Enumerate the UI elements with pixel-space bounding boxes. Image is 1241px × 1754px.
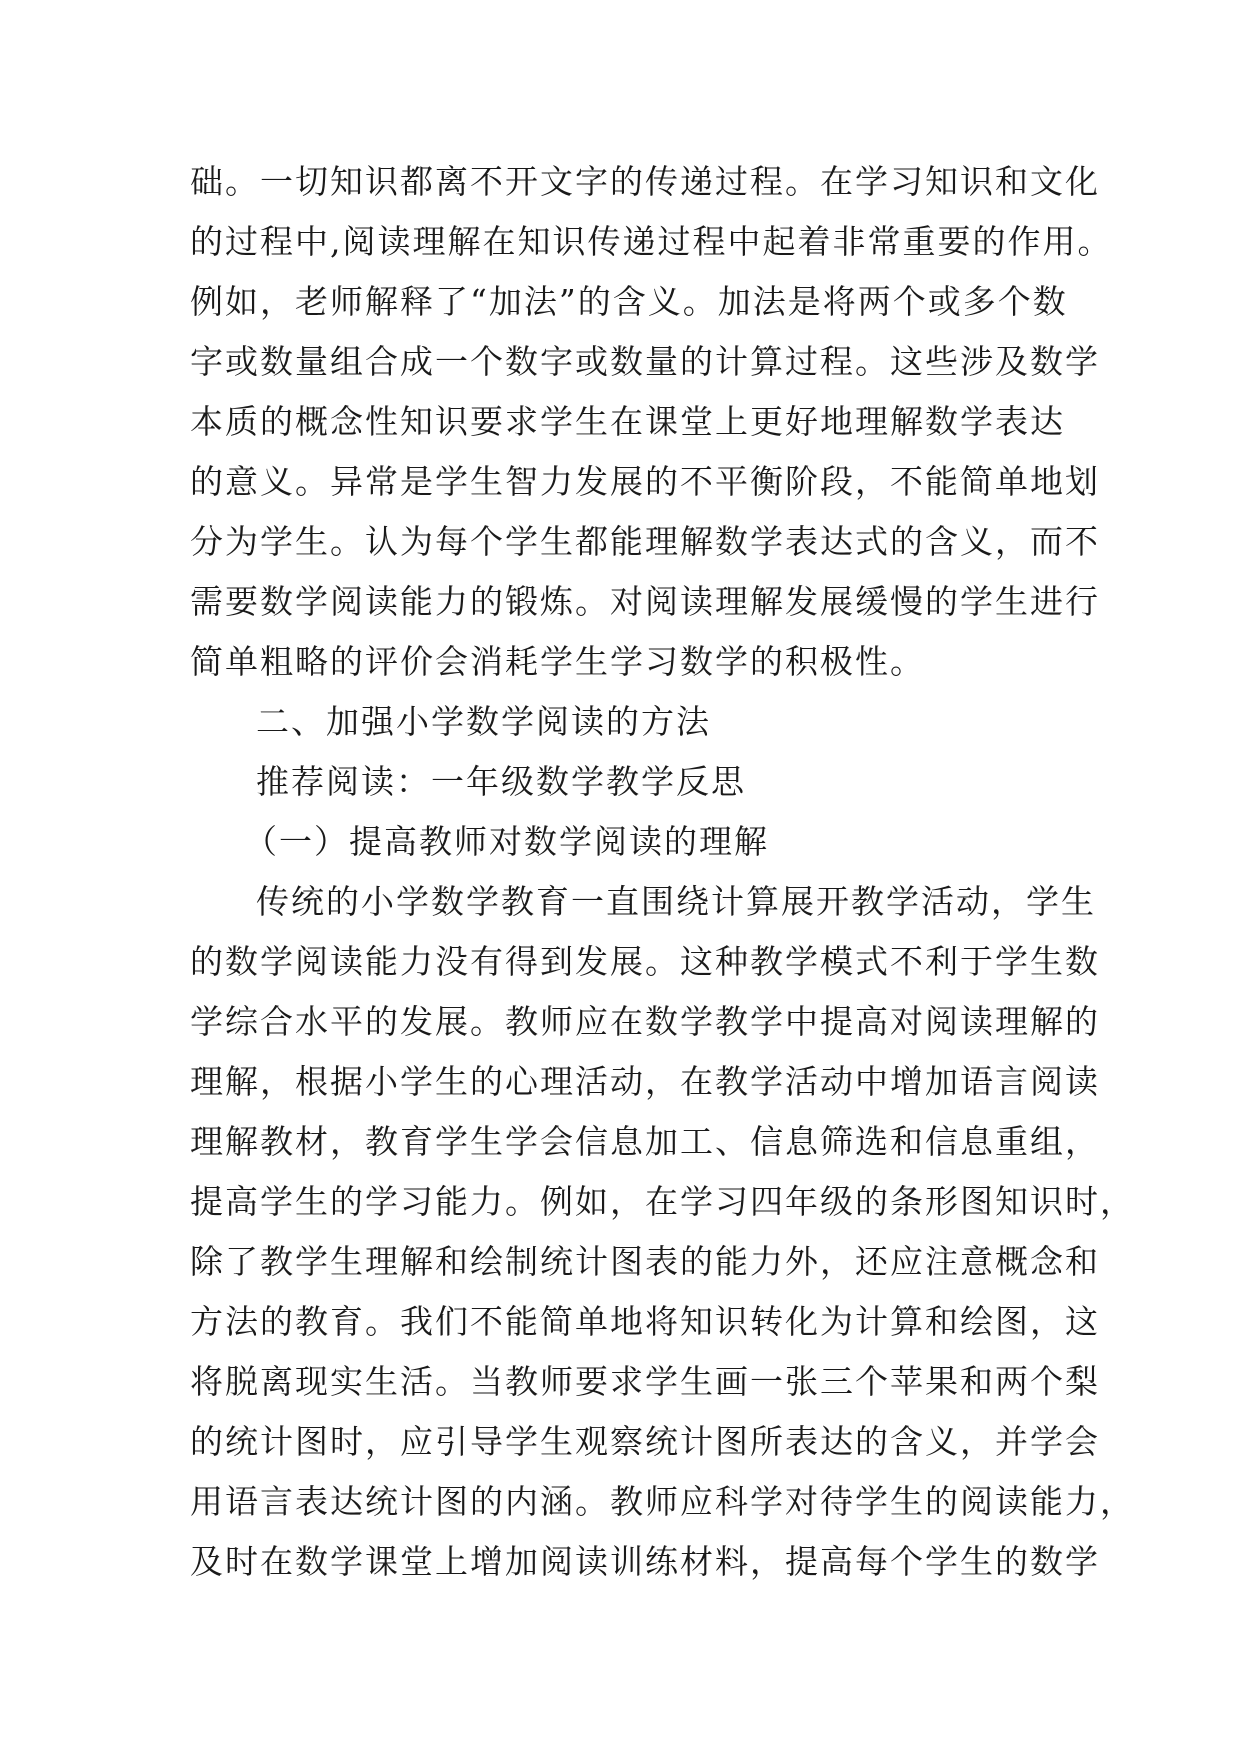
body-text-line: 方法的教育。我们不能简单地将知识转化为计算和绘图，这 [190, 1302, 1100, 1341]
body-text-line: 例如，老师解释了“加法”的含义。加法是将两个或多个数 [190, 282, 1068, 321]
body-text-line: 提高学生的学习能力。例如，在学习四年级的条形图知识时， [190, 1182, 1135, 1221]
body-text-line: 的过程中,阅读理解在知识传递过程中起着非常重要的作用。 [190, 222, 1113, 261]
body-text-line: 理解教材，教育学生学会信息加工、信息筛选和信息重组， [190, 1122, 1100, 1161]
body-text-line: 分为学生。认为每个学生都能理解数学表达式的含义，而不 [190, 522, 1100, 561]
body-text-line: 理解，根据小学生的心理活动，在教学活动中增加语言阅读 [190, 1062, 1100, 1101]
subsection-heading: （一）提高教师对数学阅读的理解 [244, 822, 769, 861]
body-text-line: 简单粗略的评价会消耗学生学习数学的积极性。 [190, 642, 925, 681]
section-heading: 二、加强小学数学阅读的方法 [256, 702, 711, 741]
body-text-line: 将脱离现实生活。当教师要求学生画一张三个苹果和两个梨 [190, 1362, 1100, 1401]
body-text-line: 的意义。异常是学生智力发展的不平衡阶段，不能简单地划 [190, 462, 1100, 501]
body-text-line: 用语言表达统计图的内涵。教师应科学对待学生的阅读能力， [190, 1482, 1135, 1521]
body-text-line: 学综合水平的发展。教师应在数学教学中提高对阅读理解的 [190, 1002, 1100, 1041]
body-text-line: 的统计图时，应引导学生观察统计图所表达的含义，并学会 [190, 1422, 1100, 1461]
recommended-reading: 推荐阅读：一年级数学教学反思 [256, 762, 746, 801]
body-text-line: 需要数学阅读能力的锻炼。对阅读理解发展缓慢的学生进行 [190, 582, 1100, 621]
body-text-line: 本质的概念性知识要求学生在课堂上更好地理解数学表达 [190, 402, 1065, 441]
body-text-line: 除了教学生理解和绘制统计图表的能力外，还应注意概念和 [190, 1242, 1100, 1281]
body-text-line: 字或数量组合成一个数字或数量的计算过程。这些涉及数学 [190, 342, 1100, 381]
body-text-line: 及时在数学课堂上增加阅读训练材料，提高每个学生的数学 [190, 1542, 1100, 1581]
body-text-line: 传统的小学数学教育一直围绕计算展开教学活动，学生 [256, 882, 1096, 921]
body-text-line: 的数学阅读能力没有得到发展。这种教学模式不利于学生数 [190, 942, 1100, 981]
body-text-line: 础。一切知识都离不开文字的传递过程。在学习知识和文化 [190, 162, 1100, 201]
